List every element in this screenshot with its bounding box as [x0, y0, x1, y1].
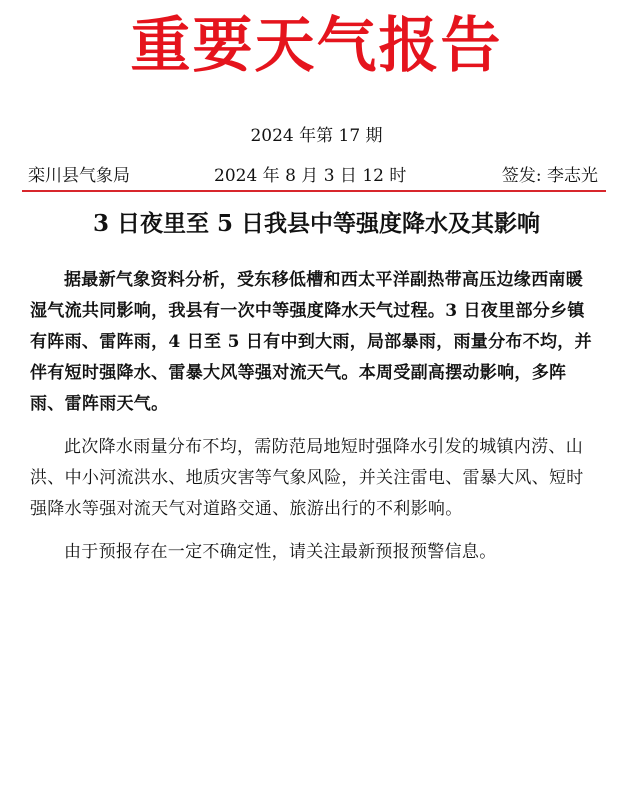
paragraph-forecast: 据最新气象资料分析，受东移低槽和西太平洋副热带高压边缘西南暖湿气流共同影响，我县有一次中等强度降水天气过程。3 日夜里部分乡镇有阵雨、雷阵雨，4 日至 5 日有中到大雨，局部暴雨，雨量分布不均，并伴有短时强降水、雷暴大风等强对流天气。本周受副高摆动影响，多阵雨、雷阵雨天气。 — [30, 270, 592, 414]
paragraph-risk: 此次降水雨量分布不均，需防范局地短时强降水引发的城镇内涝、山洪、中小河流洪水、地质灾害等气象风险，并关注雷电、雷暴大风、短时强降水等强对流天气对道路交通、旅游出行的不利影响。 — [30, 437, 584, 519]
issuing-organization: 栾川县气象局 — [28, 166, 130, 186]
issuer-info-row — [22, 163, 606, 189]
issue-number: 2024 年第 17 期 — [250, 126, 383, 146]
report-headline: 3 日夜里至 5 日我县中等强度降水及其影响 — [92, 210, 541, 237]
report-masthead: 重要天气报告 — [130, 11, 503, 81]
report-body — [30, 265, 600, 580]
header-divider — [22, 190, 606, 192]
paragraph-notice: 由于预报存在一定不确定性，请关注最新预报预警信息。 — [64, 542, 497, 562]
signer: 签发: 李志光 — [501, 166, 598, 186]
issue-date: 2024 年 8 月 3 日 12 时 — [214, 166, 407, 186]
